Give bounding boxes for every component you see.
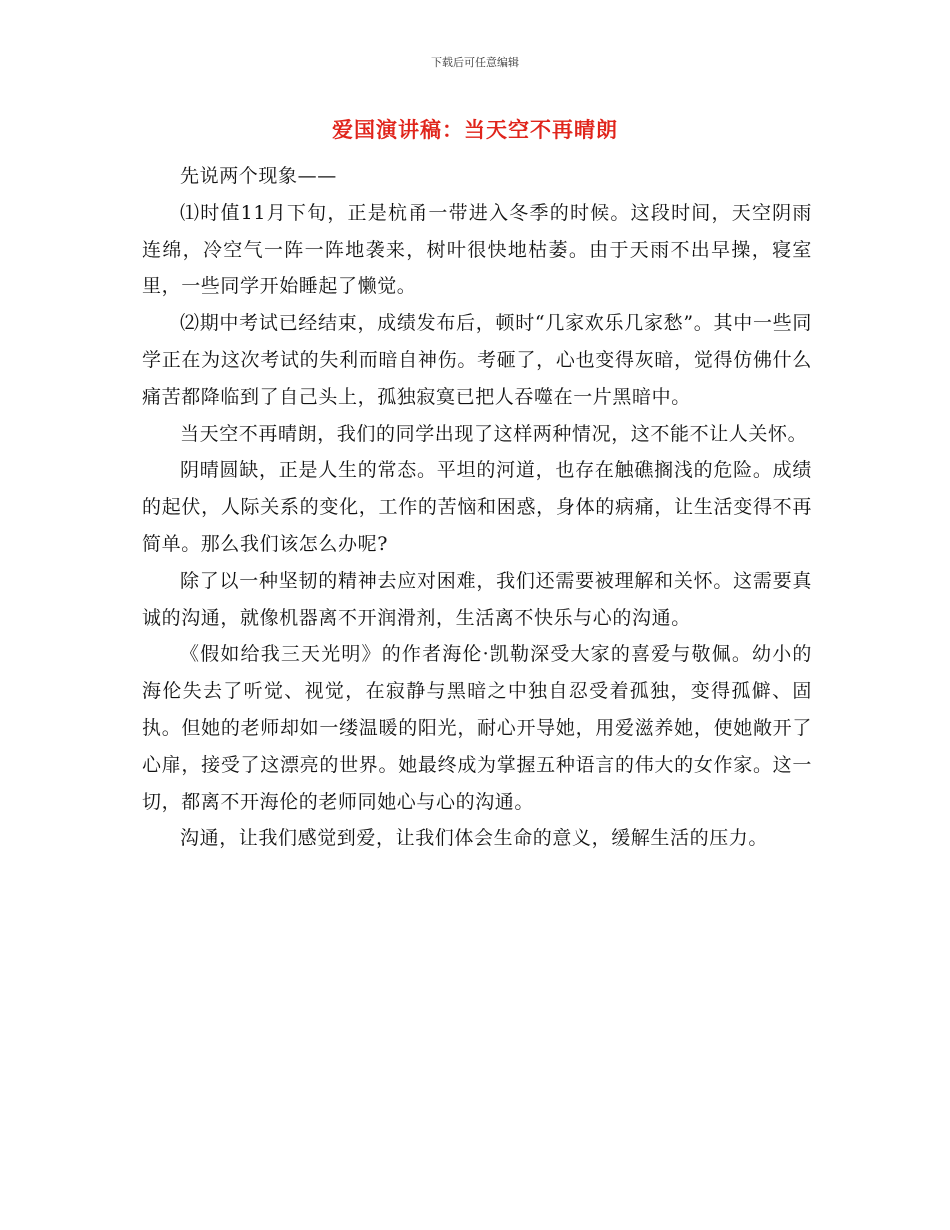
paragraph-phenomenon-2: ⑵期中考试已经结束，成绩发布后，顿时“几家欢乐几家愁”。其中一些同学正在为这次考试的失利而暗自神伤。考砸了，心也变得灰暗，觉得仿佛什么痛苦都降临到了自己头上，孤独寂寞已把人吞噬在一片黑暗中。 [142,312,812,408]
page-header-note: 下载后可任意编辑 [431,56,519,69]
paragraph-phenomenon-1: ⑴时值11月下旬，正是杭甬一带进入冬季的时候。这段时间，天空阴雨连绵，冷空气一阵一阵地袭来，树叶很快地枯萎。由于天雨不出早操，寝室里，一些同学开始睡起了懒觉。 [142,201,812,298]
document-title: 爱国演讲稿：当天空不再晴朗 [332,118,618,142]
paragraph-intro: 先说两个现象—— [180,165,337,187]
paragraph-communication: 除了以一种坚韧的精神去应对困难，我们还需要被理解和关怀。这需要真诚的沟通，就像机器离不开润滑剂，生活离不快乐与心的沟通。 [142,569,812,629]
paragraph-helen-keller: 《假如给我三天光明》的作者海伦·凯勒深受大家的喜爱与敬佩。幼小的海伦失去了听觉、视觉，在寂静与黑暗之中独自忍受着孤独，变得孤僻、固执。但她的老师却如一缕温暖的阳光，耐心开导她，用爱滋养她，使她敞开了心扉，接受了这漂亮的世界。她最终成为掌握五种语言的伟大的女作家。这一切，都离不开海伦的老师同她心与心的沟通。 [142,643,812,813]
document-body [142,158,812,857]
paragraph-conclusion: 沟通，让我们感觉到爱，让我们体会生命的意义，缓解生活的压力。 [180,827,769,850]
paragraph-concern: 当天空不再晴朗，我们的同学出现了这样两种情况，这不能不让人关怀。 [180,422,808,445]
paragraph-life-normal: 阴晴圆缺，正是人生的常态。平坦的河道，也存在触礁搁浅的危险。成绩的起伏，人际关系的变化，工作的苦恼和困惑，身体的病痛，让生活变得不再简单。那么我们该怎么办呢? [142,459,812,555]
